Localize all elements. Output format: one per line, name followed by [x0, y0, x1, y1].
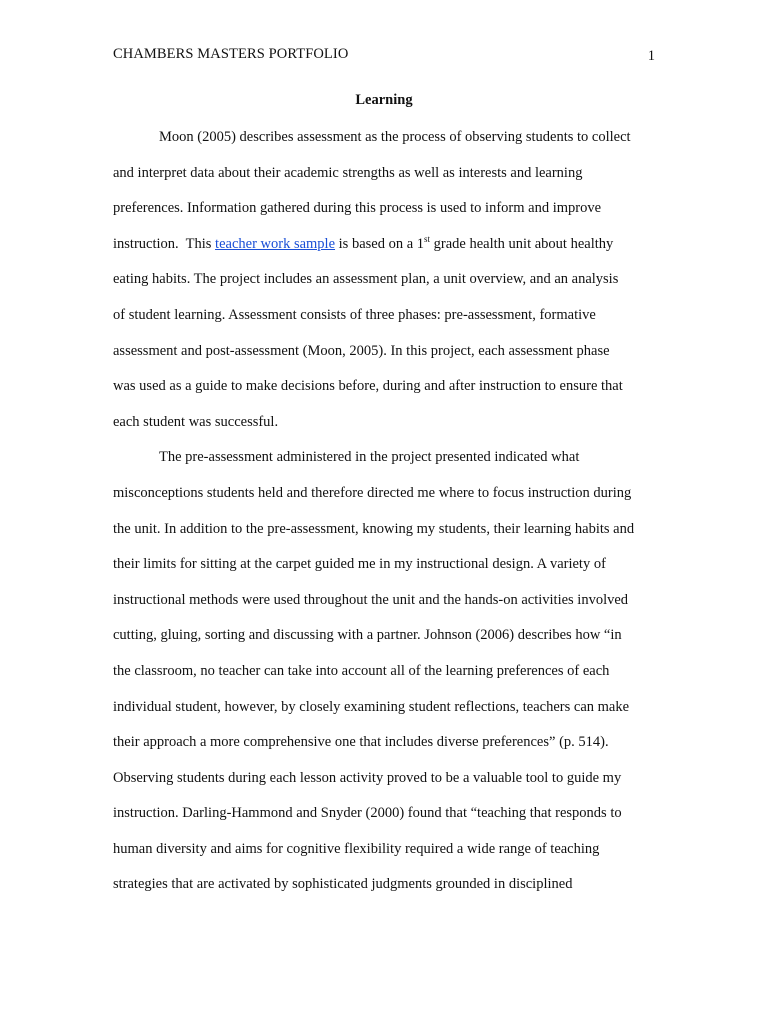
text-line: human diversity and aims for cognitive flexibility required a wide range of teaching — [113, 840, 600, 857]
text-line: each student was successful. — [113, 413, 279, 430]
text-line: individual student, however, by closely examining student reflections, teachers can make — [113, 698, 630, 715]
text-line: of student learning. Assessment consists of three phases: pre-assessment, formative — [113, 306, 596, 323]
text-line: assessment and post-assessment (Moon, 2005). In this project, each assessment phase — [113, 342, 610, 359]
text-segment: is based on a 1 — [335, 235, 425, 252]
text-line: was used as a guide to make decisions before, during and after instruction to ensure that — [113, 378, 623, 395]
text-line: preferences. Information gathered during this process is used to inform and improve — [113, 200, 602, 217]
text-line: instruction. Darling-Hammond and Snyder (2000) found that “teaching that responds to — [113, 805, 622, 822]
text-line: strategies that are activated by sophisticated judgments grounded in disciplined — [113, 876, 573, 893]
paragraph-2 — [113, 440, 658, 903]
text-line: their limits for sitting at the carpet guided me in my instructional design. A variety of — [113, 556, 606, 573]
text-line: the classroom, no teacher can take into account all of the learning preferences of each — [113, 662, 610, 679]
text-line: Observing students during each lesson activity proved to be a valuable tool to guide my — [113, 769, 622, 786]
text-line: their approach a more comprehensive one that includes diverse preferences” (p. 514). — [113, 734, 609, 751]
body-text — [113, 120, 658, 903]
running-head: CHAMBERS MASTERS PORTFOLIO — [113, 46, 349, 62]
paragraph-1 — [113, 120, 658, 440]
text-segment: instruction. This — [113, 235, 216, 252]
superscript-st: st — [424, 233, 431, 244]
section-title: Learning — [355, 92, 413, 108]
text-line: the unit. In addition to the pre-assessment, knowing my students, their learning habits and — [113, 520, 635, 537]
text-line: misconceptions students held and therefore directed me where to focus instruction during — [113, 484, 632, 501]
text-segment: grade health unit about healthy — [430, 235, 614, 252]
text-line-with-link — [113, 227, 658, 263]
page-number: 1 — [647, 48, 655, 64]
text-line: instructional methods were used throughout the unit and the hands-on activities involved — [113, 591, 629, 608]
text-line: cutting, gluing, sorting and discussing with a partner. Johnson (2006) describes how “in — [113, 627, 622, 644]
teacher-work-sample-link[interactable]: teacher work sample — [215, 235, 336, 252]
text-line: and interpret data about their academic strengths as well as interests and learning — [113, 164, 583, 181]
text-line: Moon (2005) describes assessment as the process of observing students to collect — [159, 129, 631, 145]
text-line: The pre-assessment administered in the project presented indicated what — [159, 449, 580, 466]
text-line: eating habits. The project includes an assessment plan, a unit overview, and an analysis — [113, 271, 619, 288]
